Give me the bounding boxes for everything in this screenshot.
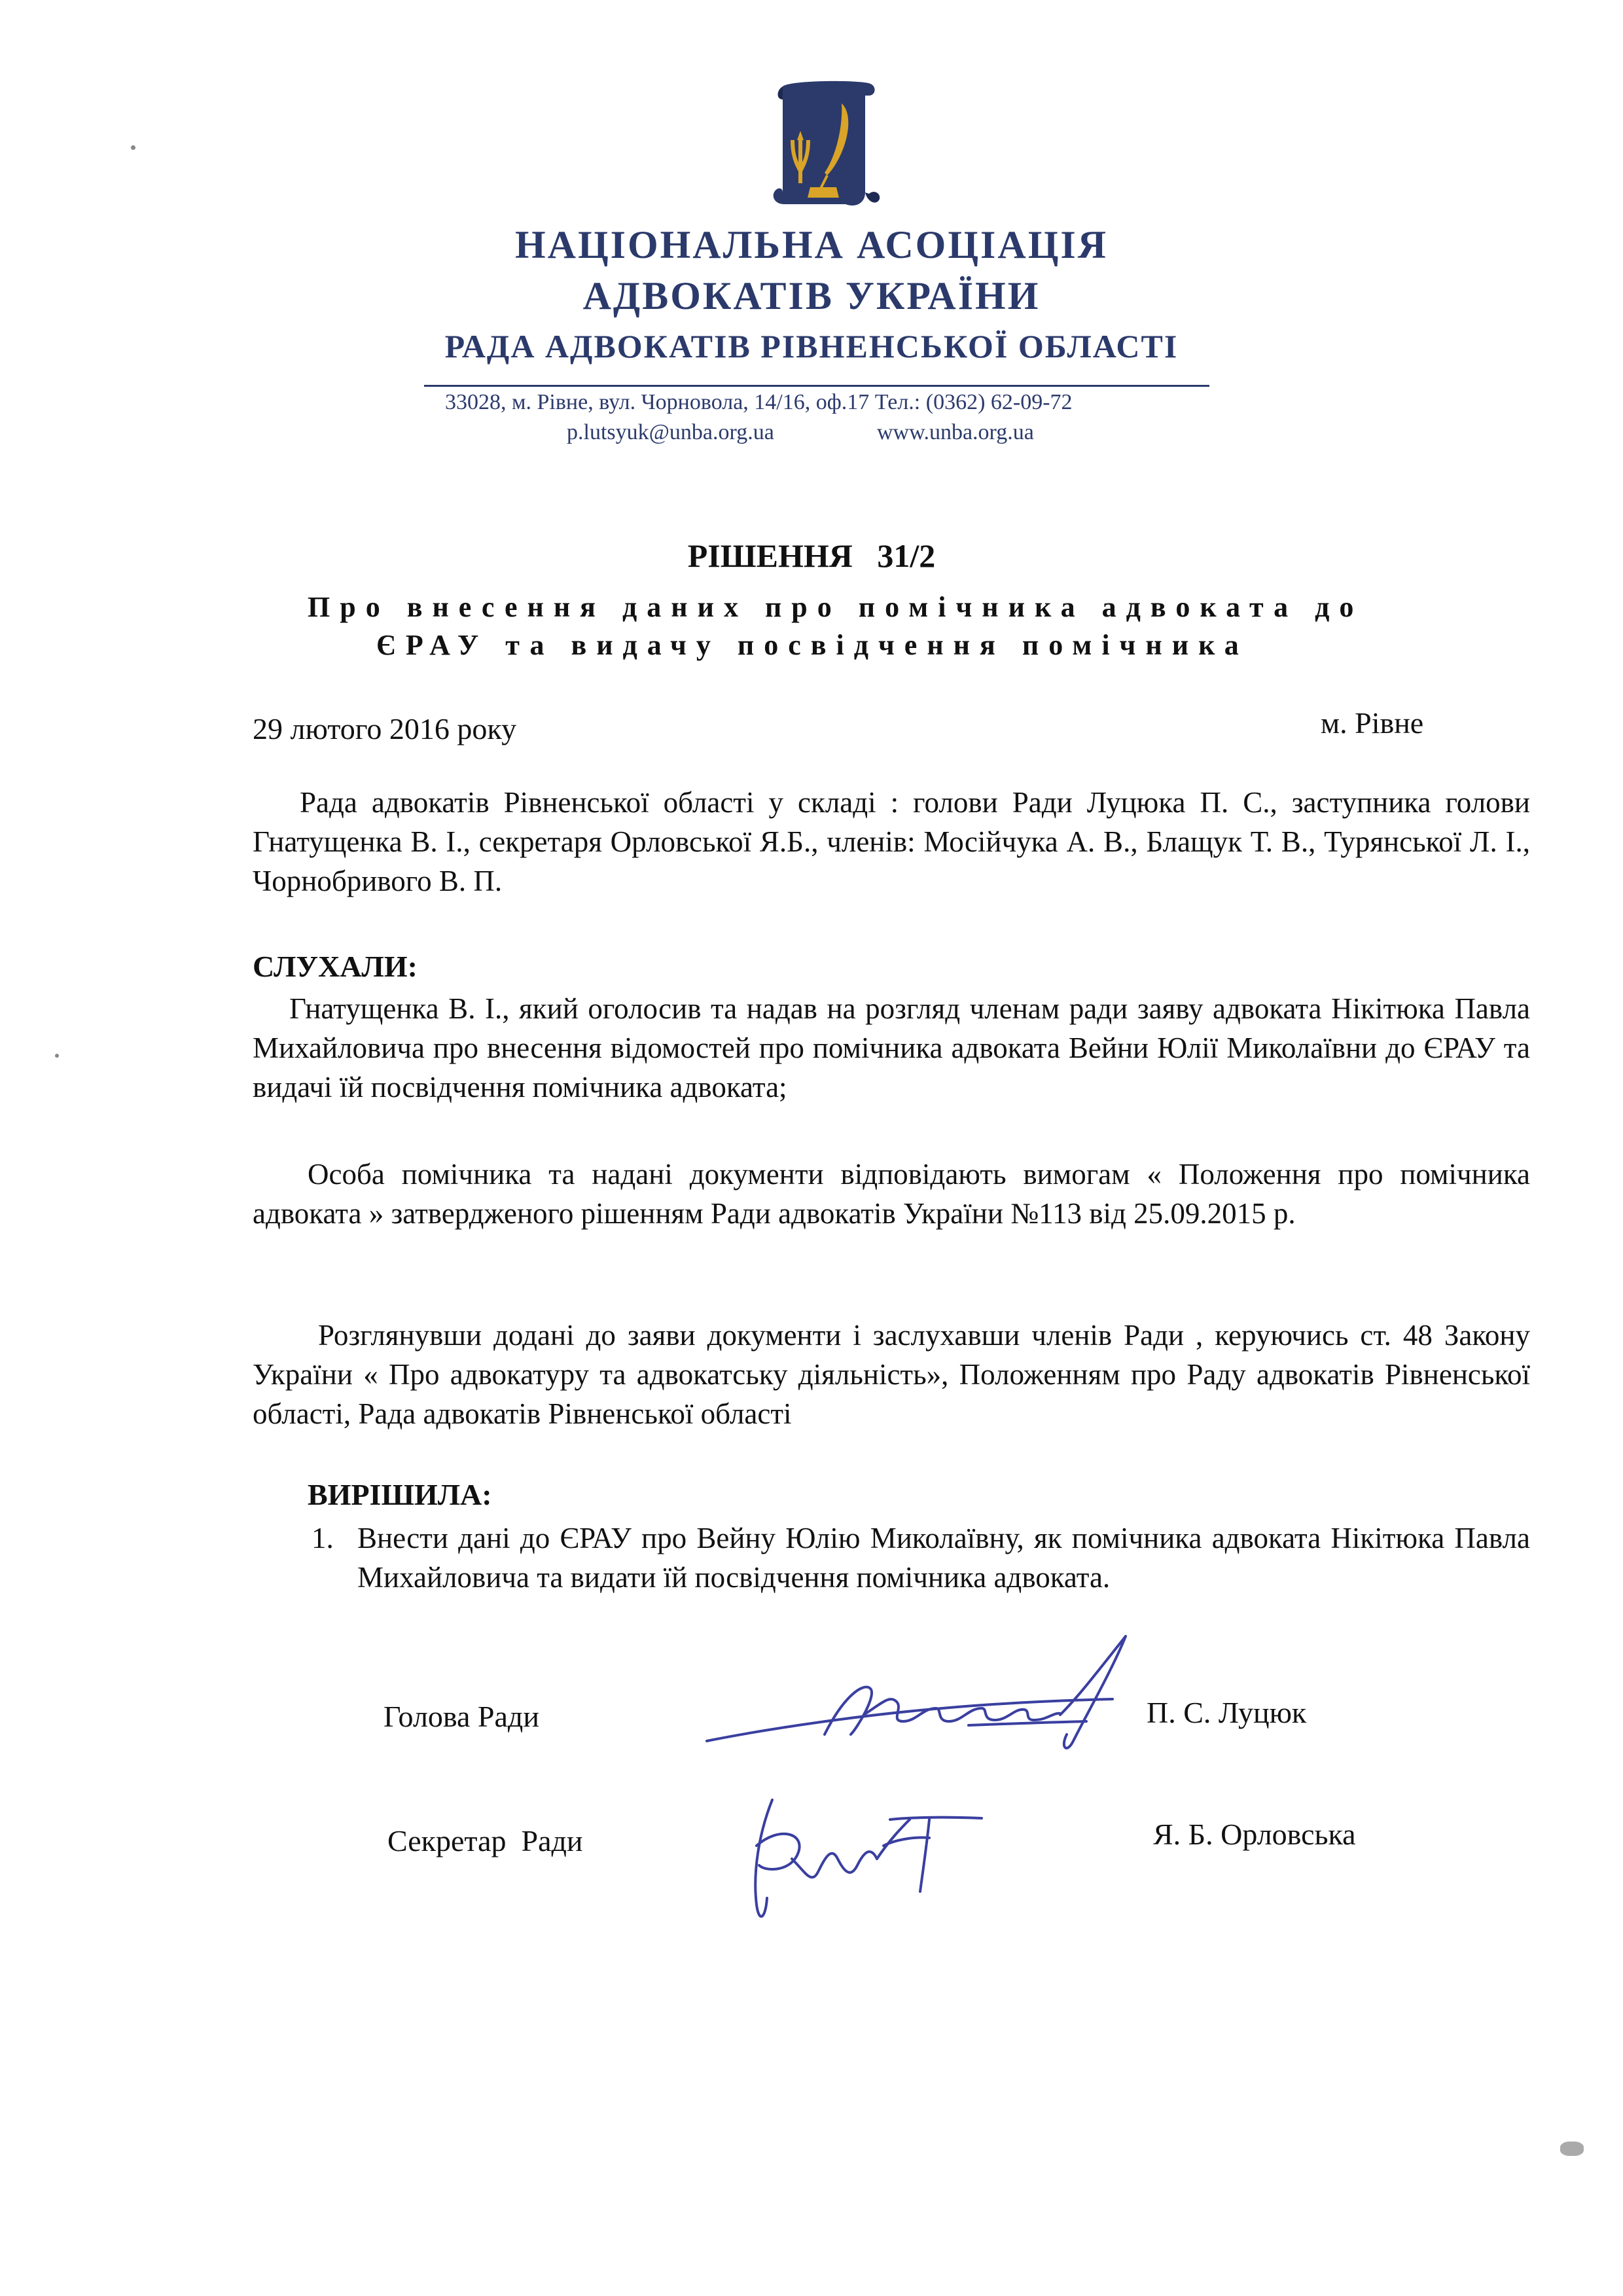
decision-title: РІШЕННЯ 31/2 [687,537,936,574]
decision-date: 29 лютого 2016 року [253,712,517,745]
scroll-trident-quill-icon [764,77,883,215]
decision-subtitle-line1: Про внесення даних про помічника адвоката до [308,591,1364,623]
signatory-role-chair: Голова Ради [383,1700,539,1733]
org-name-line1: НАЦІОНАЛЬНА АСОЦІАЦІЯ [514,223,1109,266]
council-composition-paragraph: Рада адвокатів Рівненської області у складі : голови Ради Луцюка П. С., заступника голови Гнатущенка В. І., секретаря Орловської Я.Б., членів: Мосійчука А. В., Блащук Т. В., Турянської Л. І., Чорнобривого В. П. [253,786,1530,897]
decided-heading: ВИРІШИЛА: [308,1478,492,1511]
decision-subtitle-line2: ЄРАУ та видачу посвідчення помічника [376,629,1249,661]
decided-item-text: Внести дані до ЄРАУ про Вейну Юлію Миколаївну, як помічника адвоката Нікітюка Павла Михайловича та видати їй посвідчення помічника адвоката. [357,1522,1530,1594]
decided-item-number: 1. [312,1522,334,1554]
scan-speck [131,145,135,150]
org-name-line2: АДВОКАТІВ УКРАЇНИ [582,274,1041,317]
signatory-name-secretary: Я. Б. Орловська [1153,1818,1356,1851]
signatory-role-secretary: Секретар Ради [387,1824,583,1857]
heard-heading: СЛУХАЛИ: [253,950,418,983]
decision-place: м. Рівне [1321,706,1424,740]
scan-speck [1560,2142,1584,2156]
letterhead-divider [424,385,1209,387]
contact-website[interactable]: www.unba.org.ua [877,420,1034,444]
organization-logo [764,77,883,215]
contact-email[interactable]: p.lutsyuk@unba.org.ua [567,420,774,444]
compliance-paragraph: Особа помічника та надані документи відповідають вимогам « Положення про помічника адвоката » затвердженого рішенням Ради адвокатів України №113 від 25.09.2015 р. [253,1158,1530,1230]
contact-address: 33028, м. Рівне, вул. Чорновола, 14/16, оф.17 Тел.: (0362) 62-09-72 [445,390,1073,414]
considered-paragraph: Розглянувши додані до заяви документи і заслухавши членів Ради , керуючись ст. 48 Закону України « Про адвокатуру та адвокатську діяльність», Положенням про Раду адвокатів Рівненської області, Рада адвокатів Рівненської області [253,1319,1530,1430]
heard-paragraph: Гнатущенка В. І., який оголосив та надав на розгляд членам ради заяву адвоката Нікітюка Павла Михайловича про внесення відомостей про помічника адвоката Вейни Юлії Миколаївни до ЄРАУ та видачі їй посвідчення помічника адвоката; [253,992,1530,1103]
org-name-line3: РАДА АДВОКАТІВ РІВНЕНСЬКОЇ ОБЛАСТІ [444,328,1179,365]
scan-speck [55,1054,59,1058]
chair-signature [694,1617,1139,1774]
signatory-name-chair: П. С. Луцюк [1147,1696,1307,1729]
secretary-signature [733,1774,995,1931]
